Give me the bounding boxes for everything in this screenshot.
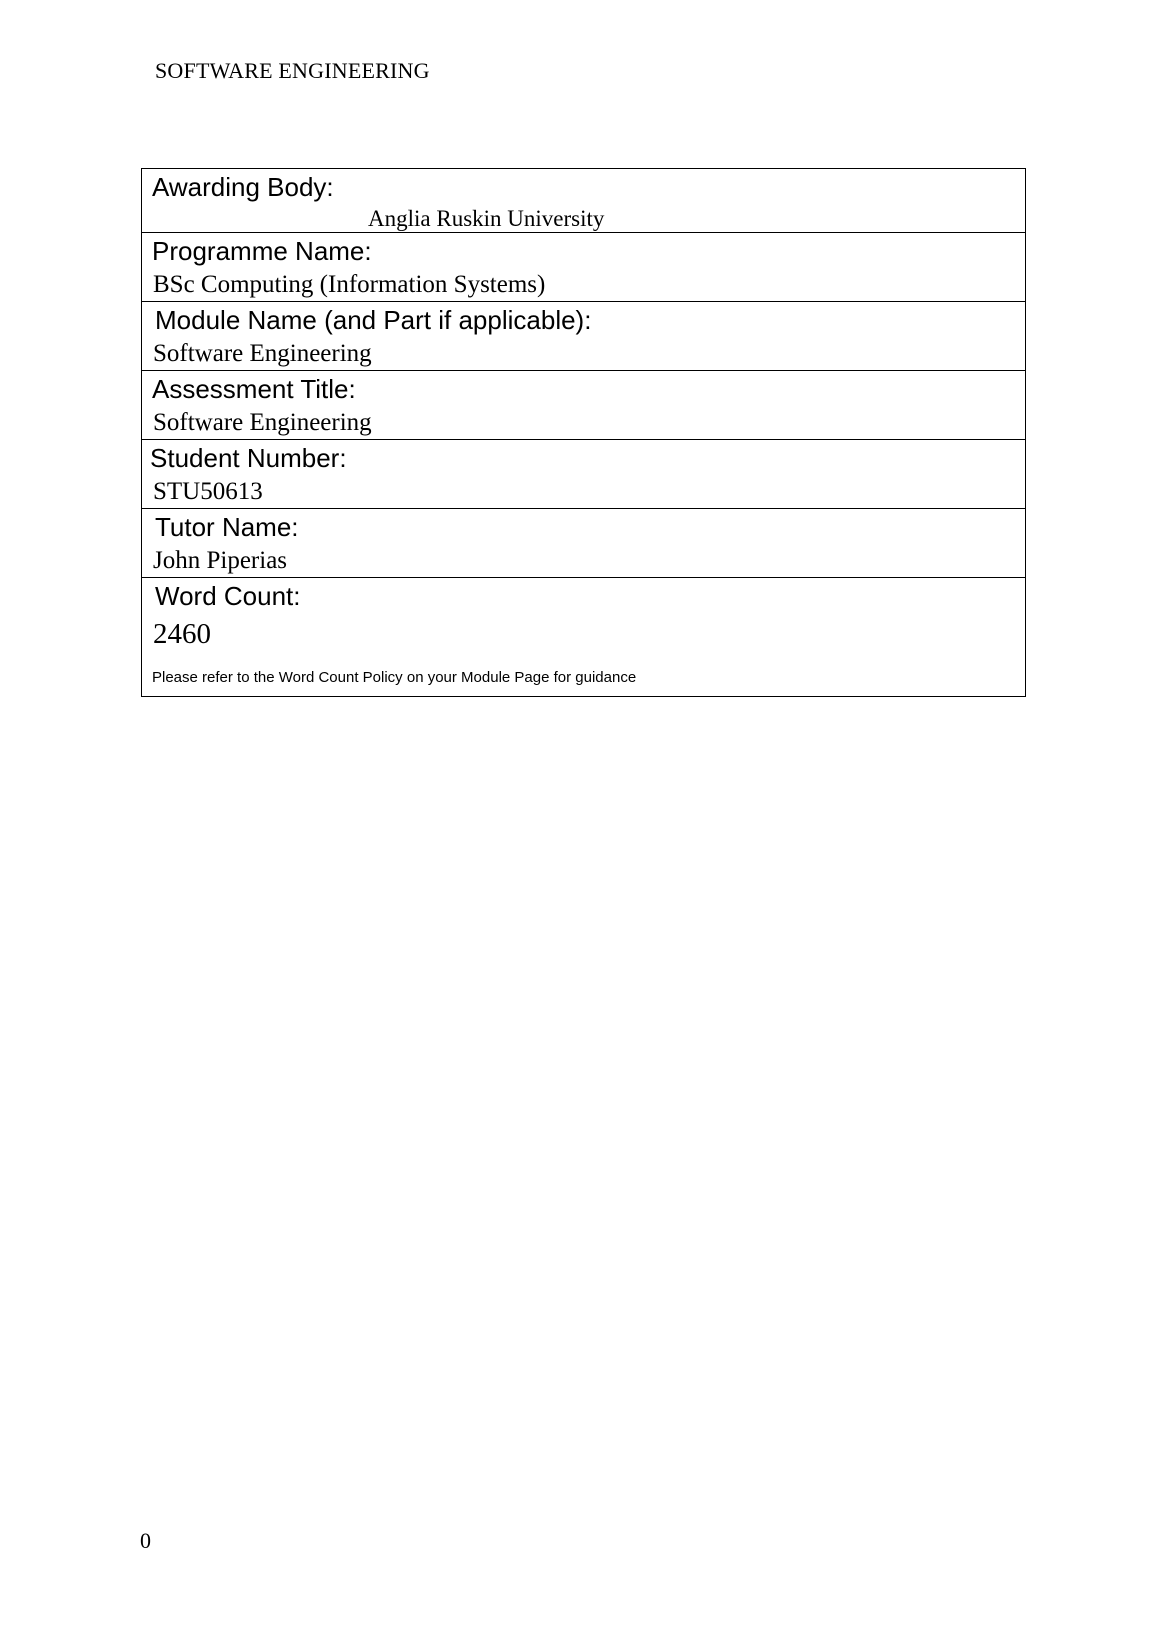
student-number-label: Student Number: (150, 443, 347, 473)
programme-name-row (142, 233, 1025, 302)
assessment-title-row (142, 371, 1025, 440)
module-name-label: Module Name (and Part if applicable): (155, 305, 592, 335)
awarding-body-row (142, 169, 1025, 233)
programme-name-label: Programme Name: (152, 236, 372, 266)
student-number-value: STU50613 (153, 478, 263, 505)
tutor-name-label: Tutor Name: (155, 512, 299, 542)
programme-name-value: BSc Computing (Information Systems) (153, 271, 546, 298)
tutor-name-row (142, 509, 1025, 578)
page-number: 0 (140, 1528, 151, 1553)
running-header: SOFTWARE ENGINEERING (155, 58, 430, 83)
student-number-row (142, 440, 1025, 509)
word-count-value: 2460 (153, 618, 211, 650)
assessment-cover-table (141, 168, 1026, 697)
awarding-body-label: Awarding Body: (152, 172, 334, 202)
word-count-policy-note: Please refer to the Word Count Policy on your Module Page for guidance (152, 669, 637, 686)
module-name-row (142, 302, 1025, 371)
word-count-label: Word Count: (155, 581, 301, 611)
assessment-title-value: Software Engineering (153, 409, 372, 436)
awarding-body-value: Anglia Ruskin University (368, 206, 605, 231)
word-count-row (142, 578, 1025, 696)
tutor-name-value: John Piperias (153, 547, 288, 574)
assessment-title-label: Assessment Title: (152, 374, 356, 404)
module-name-value: Software Engineering (153, 340, 372, 367)
